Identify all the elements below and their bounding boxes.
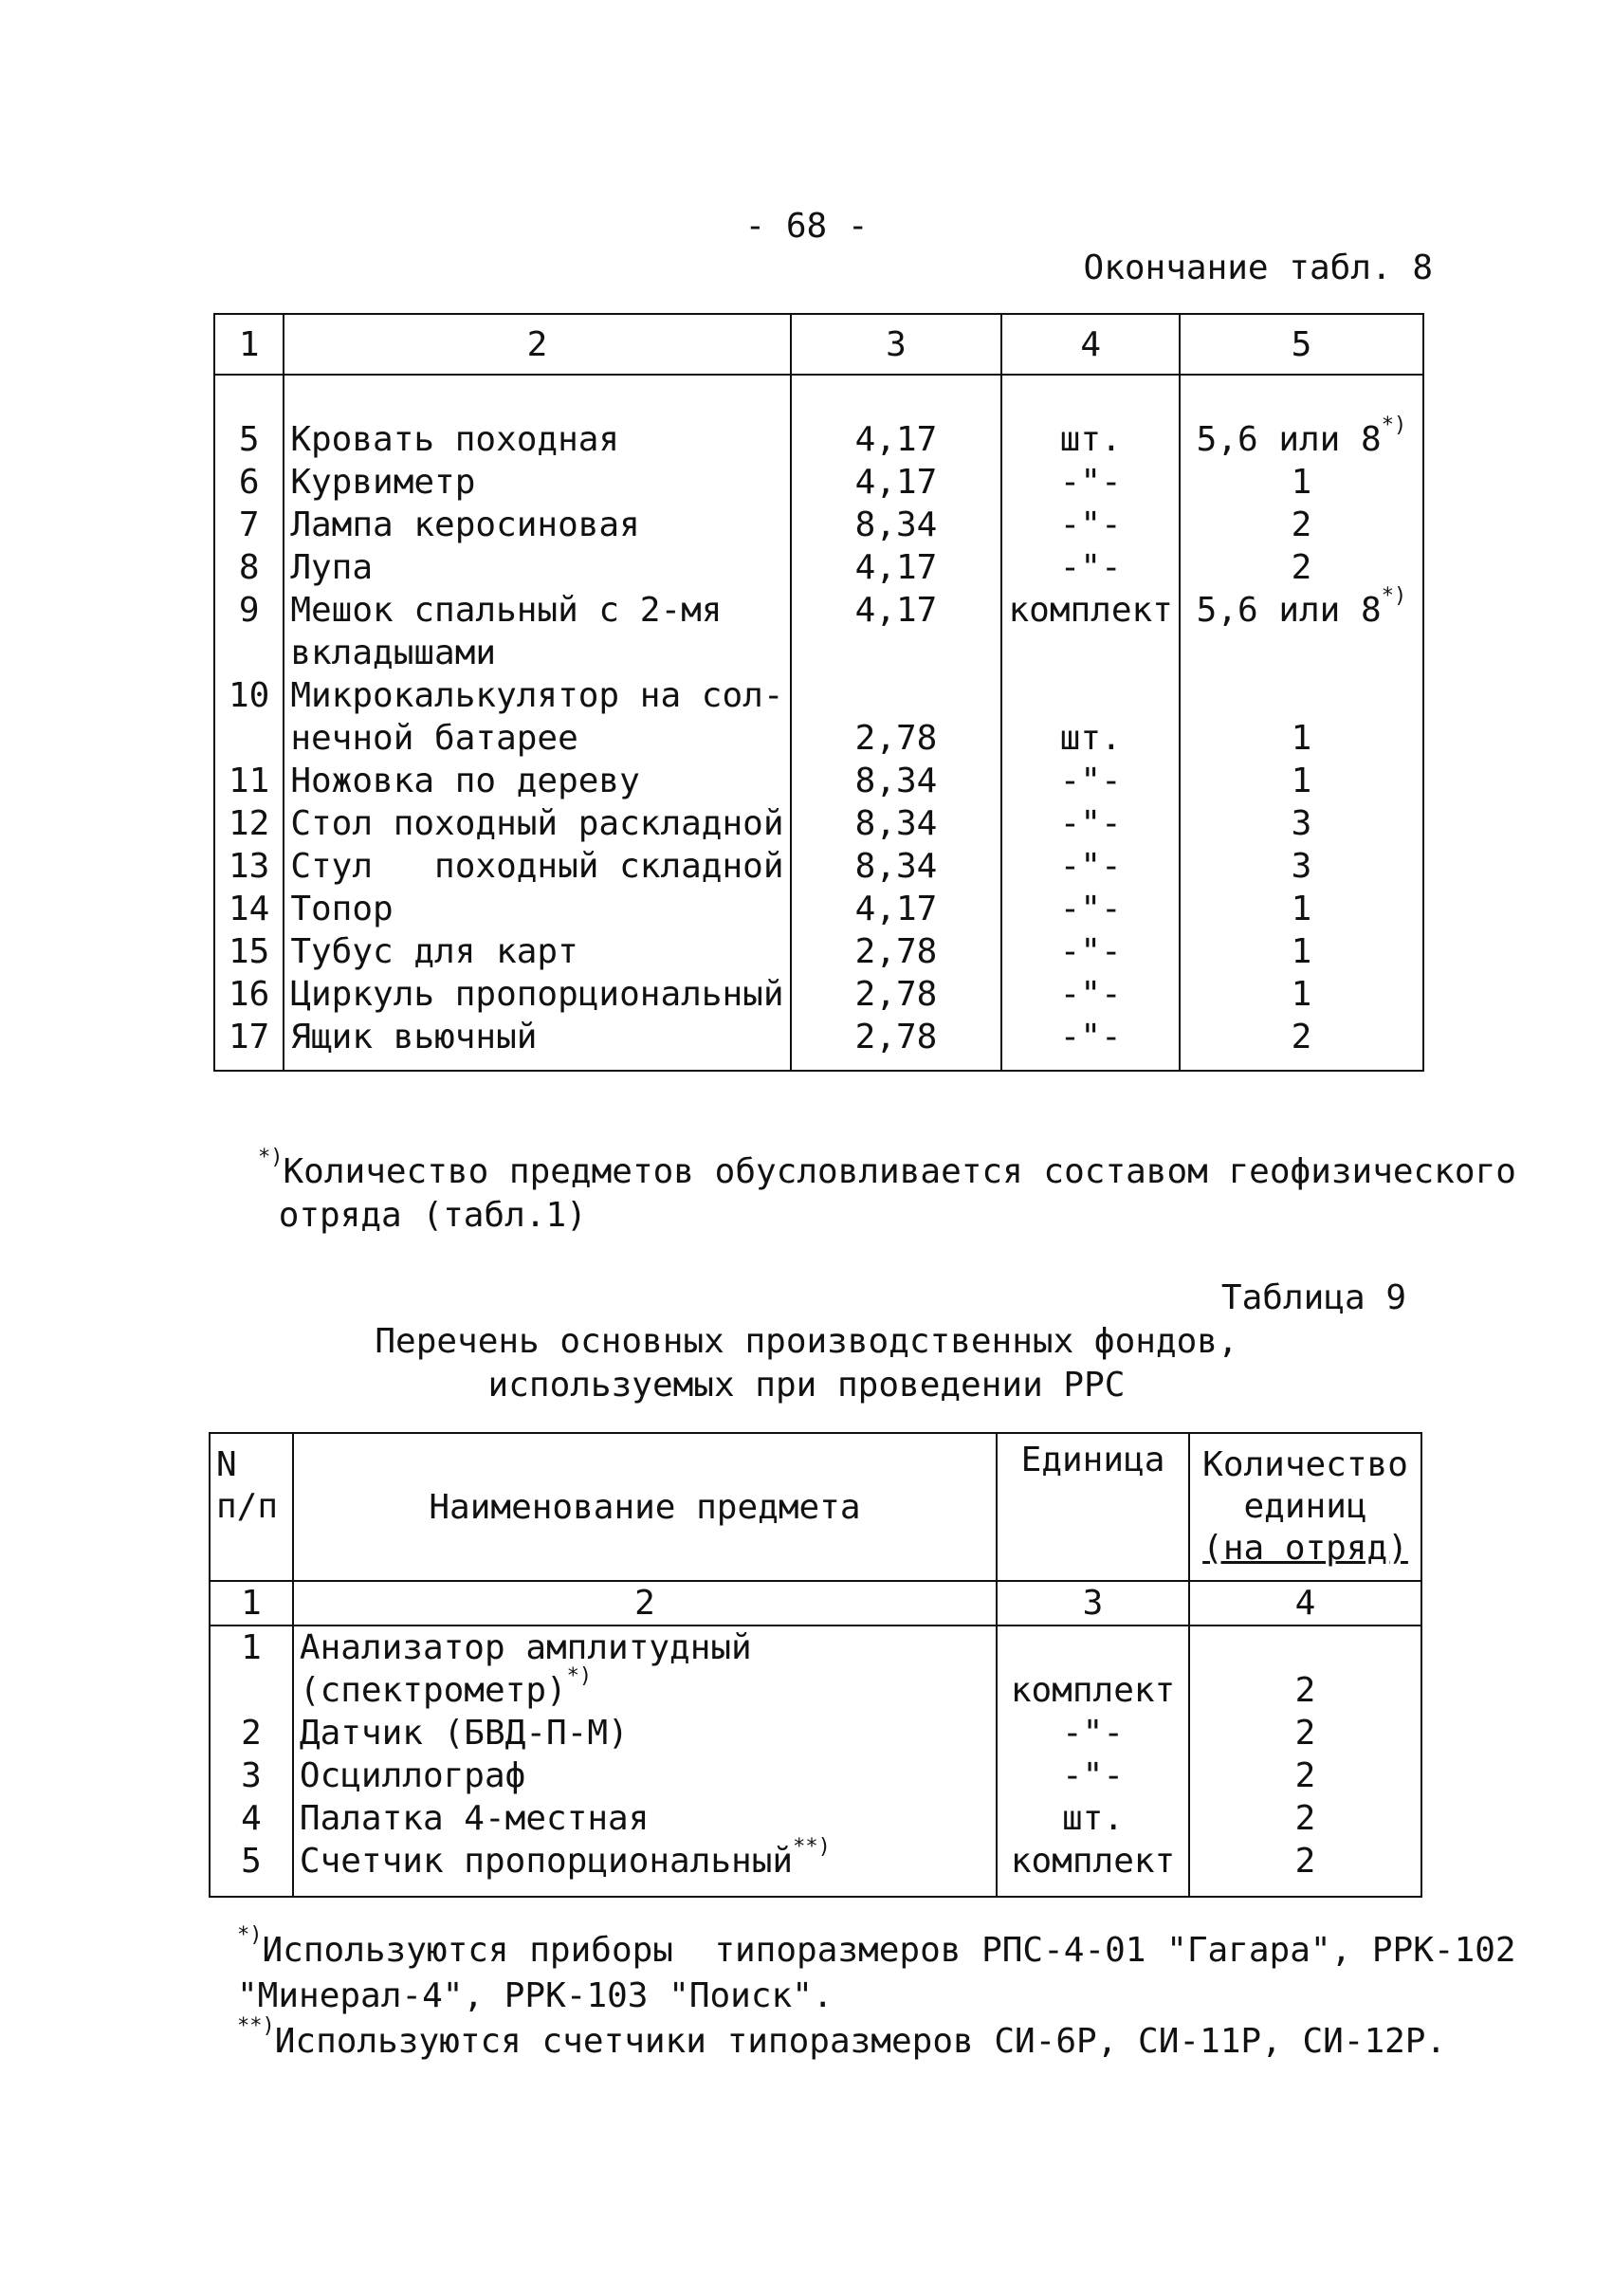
table8-row <box>214 546 1423 589</box>
table9-header-name: Наименование предмета <box>293 1433 997 1581</box>
item-quantity <box>1180 888 1423 930</box>
table8-header-row <box>214 314 1423 375</box>
row-number: 5 <box>210 1840 293 1883</box>
table8-continuation-label: Окончание табл. 8 <box>1083 248 1433 287</box>
item-value: 2,78 <box>791 717 1002 760</box>
table8-row <box>214 632 1423 674</box>
item-unit <box>997 1626 1189 1669</box>
row-number: 8 <box>214 546 284 589</box>
item-value: 2,78 <box>791 930 1002 973</box>
item-value: 4,17 <box>791 546 1002 589</box>
table9-header-qty <box>1189 1433 1421 1581</box>
item-quantity <box>1180 504 1423 546</box>
row-number: 1 <box>210 1626 293 1669</box>
row-number: 14 <box>214 888 284 930</box>
footnote-mark: **) <box>793 1835 831 1859</box>
row-number: 12 <box>214 802 284 845</box>
item-name-text: Осциллограф <box>299 1756 526 1795</box>
item-quantity <box>1180 802 1423 845</box>
item-quantity <box>1180 674 1423 717</box>
item-quantity <box>1180 546 1423 589</box>
table9-label: Таблица 9 <box>1220 1278 1406 1317</box>
item-value: 2,78 <box>791 973 1002 1016</box>
item-quantity: 2 <box>1189 1797 1421 1840</box>
item-quantity <box>1180 461 1423 504</box>
item-name <box>293 1626 997 1669</box>
header-num-line2: п/п <box>216 1487 279 1526</box>
item-quantity: 2 <box>1189 1712 1421 1754</box>
quantity-value: 3 <box>1291 847 1312 886</box>
item-quantity <box>1180 1016 1423 1058</box>
table8-row <box>214 461 1423 504</box>
item-quantity <box>1180 845 1423 888</box>
item-name <box>293 1712 997 1754</box>
item-name: Микрокалькулятор на сол- <box>284 674 790 717</box>
header-qty-line2: единиц <box>1243 1487 1367 1526</box>
item-quantity <box>1180 973 1423 1016</box>
item-unit: шт. <box>997 1797 1189 1840</box>
quantity-value: 2 <box>1291 1018 1312 1056</box>
item-unit: -"- <box>1001 461 1179 504</box>
item-value: 4,17 <box>791 888 1002 930</box>
table9-footnote2-line1: Используются счетчики типоразмеров СИ-6Р, СИ-11Р, СИ-12Р. <box>274 2022 1447 2061</box>
row-number: 7 <box>214 504 284 546</box>
item-value: 8,34 <box>791 760 1002 802</box>
table8-row <box>214 1016 1423 1058</box>
table8-header-cell: 3 <box>791 314 1002 375</box>
footnote-mark: *) <box>566 1664 593 1688</box>
footnote-mark: *) <box>237 1923 263 1947</box>
quantity-value: 3 <box>1291 804 1312 843</box>
row-number: 4 <box>210 1797 293 1840</box>
table9-body <box>210 1626 1421 1897</box>
item-unit: шт. <box>1001 418 1179 461</box>
table9-header-number: 4 <box>1189 1581 1421 1626</box>
item-unit: -"- <box>1001 802 1179 845</box>
table9-header-numbers-row <box>210 1581 1421 1626</box>
table9-row <box>210 1626 1421 1669</box>
table9 <box>209 1432 1422 1898</box>
table9-header-num <box>210 1433 293 1581</box>
row-number: 11 <box>214 760 284 802</box>
table8-footnote-line2: отряда (табл.1) <box>278 1196 587 1235</box>
item-name: Тубус для карт <box>284 930 790 973</box>
table8-row <box>214 973 1423 1016</box>
table8-body <box>214 413 1423 1071</box>
item-unit <box>1001 674 1179 717</box>
item-quantity <box>1180 413 1423 461</box>
quantity-value: 1 <box>1291 719 1312 758</box>
item-quantity <box>1189 1626 1421 1669</box>
table9-row <box>210 1797 1421 1840</box>
table8-header-cell: 4 <box>1001 314 1179 375</box>
item-unit: -"- <box>1001 504 1179 546</box>
item-name: Лупа <box>284 546 790 589</box>
item-value: 8,34 <box>791 845 1002 888</box>
table8-row <box>214 930 1423 973</box>
item-name-text: (спектрометр) <box>299 1671 567 1710</box>
header-qty-line1: Количество <box>1202 1445 1408 1484</box>
item-name: Циркуль пропорциональный <box>284 973 790 1016</box>
item-quantity <box>1180 717 1423 760</box>
item-value: 4,17 <box>791 418 1002 461</box>
item-name <box>293 1664 997 1712</box>
item-unit <box>1001 632 1179 674</box>
table9-footnote1-line2: "Минерал-4", РРК-103 "Поиск". <box>237 1976 834 2015</box>
footnote-mark: *) <box>1381 584 1407 608</box>
quantity-value: 1 <box>1291 975 1312 1014</box>
item-name: Стол походный раскладной <box>284 802 790 845</box>
item-quantity <box>1180 930 1423 973</box>
item-unit: -"- <box>1001 930 1179 973</box>
table8-row <box>214 888 1423 930</box>
item-unit: -"- <box>1001 760 1179 802</box>
table8-row <box>214 589 1423 632</box>
item-value <box>791 674 1002 717</box>
item-name: Ножовка по дереву <box>284 760 790 802</box>
table8-header-cell: 1 <box>214 314 284 375</box>
item-unit: комплект <box>997 1669 1189 1712</box>
item-value <box>791 632 1002 674</box>
page-number: - 68 - <box>744 207 869 246</box>
table9-row <box>210 1840 1421 1883</box>
table9-title-line1: Перечень основных производственных фондов, <box>375 1322 1238 1361</box>
item-unit: комплект <box>1001 589 1179 632</box>
item-value: 2,78 <box>791 1016 1002 1058</box>
row-number: 15 <box>214 930 284 973</box>
item-quantity: 2 <box>1189 1669 1421 1712</box>
table9-header-unit: Единица <box>997 1433 1189 1581</box>
item-name: Топор <box>284 888 790 930</box>
row-number: 6 <box>214 461 284 504</box>
table8 <box>213 313 1424 1072</box>
row-number: 3 <box>210 1754 293 1797</box>
quantity-value: 5,6 или 8 <box>1196 420 1382 459</box>
row-number: 5 <box>214 418 284 461</box>
header-qty-line3: (на отряд) <box>1202 1529 1408 1568</box>
table9-row <box>210 1669 1421 1712</box>
table8-row <box>214 504 1423 546</box>
table9-row <box>210 1712 1421 1754</box>
item-name: вкладышами <box>284 632 790 674</box>
table9-header-number: 2 <box>293 1581 997 1626</box>
quantity-value: 2 <box>1291 505 1312 544</box>
item-name-text: Палатка 4-местная <box>299 1799 650 1838</box>
table8-header-cell: 2 <box>284 314 790 375</box>
footnote-mark: *) <box>258 1146 284 1169</box>
row-number: 16 <box>214 973 284 1016</box>
table8-row <box>214 760 1423 802</box>
table8-row <box>214 802 1423 845</box>
item-unit: -"- <box>1001 888 1179 930</box>
table8-row <box>214 717 1423 760</box>
item-unit: шт. <box>1001 717 1179 760</box>
item-name: Мешок спальный с 2-мя <box>284 589 790 632</box>
item-name: нечной батарее <box>284 717 790 760</box>
item-name <box>293 1797 997 1840</box>
quantity-value: 1 <box>1291 762 1312 800</box>
footnote-mark: *) <box>1381 413 1407 437</box>
item-value: 8,34 <box>791 504 1002 546</box>
table9-row <box>210 1754 1421 1797</box>
table8-row <box>214 845 1423 888</box>
table8-spacer-row <box>214 375 1423 418</box>
item-name: Курвиметр <box>284 461 790 504</box>
row-number <box>214 632 284 674</box>
item-quantity <box>1180 584 1423 632</box>
table8-header-cell: 5 <box>1180 314 1423 375</box>
item-unit: -"- <box>997 1754 1189 1797</box>
item-quantity: 2 <box>1189 1754 1421 1797</box>
table9-header-number: 3 <box>997 1581 1189 1626</box>
item-name-text: Анализатор амплитудный <box>299 1628 752 1667</box>
footnote-mark: **) <box>237 2014 275 2038</box>
table8-spacer-row <box>214 1058 1423 1071</box>
item-name-text: Датчик (БВД-П-М) <box>299 1714 629 1753</box>
item-quantity <box>1180 632 1423 674</box>
item-value: 8,34 <box>791 802 1002 845</box>
table9-header-row <box>210 1433 1421 1581</box>
item-name: Лампа керосиновая <box>284 504 790 546</box>
item-name: Кровать походная <box>284 418 790 461</box>
quantity-value: 5,6 или 8 <box>1196 591 1382 630</box>
quantity-value: 1 <box>1291 890 1312 928</box>
item-quantity <box>1180 760 1423 802</box>
item-value: 4,17 <box>791 589 1002 632</box>
item-name: Ящик вьючный <box>284 1016 790 1058</box>
item-unit: -"- <box>1001 1016 1179 1058</box>
table9-title-line2: используемых при проведении РРС <box>487 1366 1126 1405</box>
header-num-line1: N <box>216 1445 237 1484</box>
row-number: 2 <box>210 1712 293 1754</box>
item-name <box>293 1754 997 1797</box>
quantity-value: 1 <box>1291 932 1312 971</box>
quantity-value: 1 <box>1291 463 1312 502</box>
table9-footnotes <box>237 1923 1516 2065</box>
row-number: 13 <box>214 845 284 888</box>
item-name <box>293 1835 997 1883</box>
row-number: 9 <box>214 589 284 632</box>
row-number: 10 <box>214 674 284 717</box>
quantity-value: 2 <box>1291 548 1312 587</box>
row-number <box>210 1669 293 1712</box>
table8-footnote <box>258 1146 1516 1238</box>
table8-row <box>214 418 1423 461</box>
row-number: 17 <box>214 1016 284 1058</box>
table9-title <box>0 1320 1613 1407</box>
item-name-text: Счетчик пропорциональный <box>299 1842 794 1881</box>
item-unit: -"- <box>1001 973 1179 1016</box>
row-number <box>214 717 284 760</box>
table8-footnote-line1: Количество предметов обусловливается составом геофизического <box>283 1152 1516 1191</box>
item-unit: -"- <box>1001 845 1179 888</box>
item-value: 4,17 <box>791 461 1002 504</box>
item-quantity: 2 <box>1189 1840 1421 1883</box>
item-unit: -"- <box>1001 546 1179 589</box>
table9-spacer-row <box>210 1883 1421 1897</box>
table9-header-number: 1 <box>210 1581 293 1626</box>
table8-row <box>214 674 1423 717</box>
item-name: Стул походный складной <box>284 845 790 888</box>
table9-footnote1-line1: Используются приборы типоразмеров РПС-4-01 "Гагара", РРК-102 <box>262 1931 1516 1970</box>
item-unit: комплект <box>997 1840 1189 1883</box>
item-unit: -"- <box>997 1712 1189 1754</box>
